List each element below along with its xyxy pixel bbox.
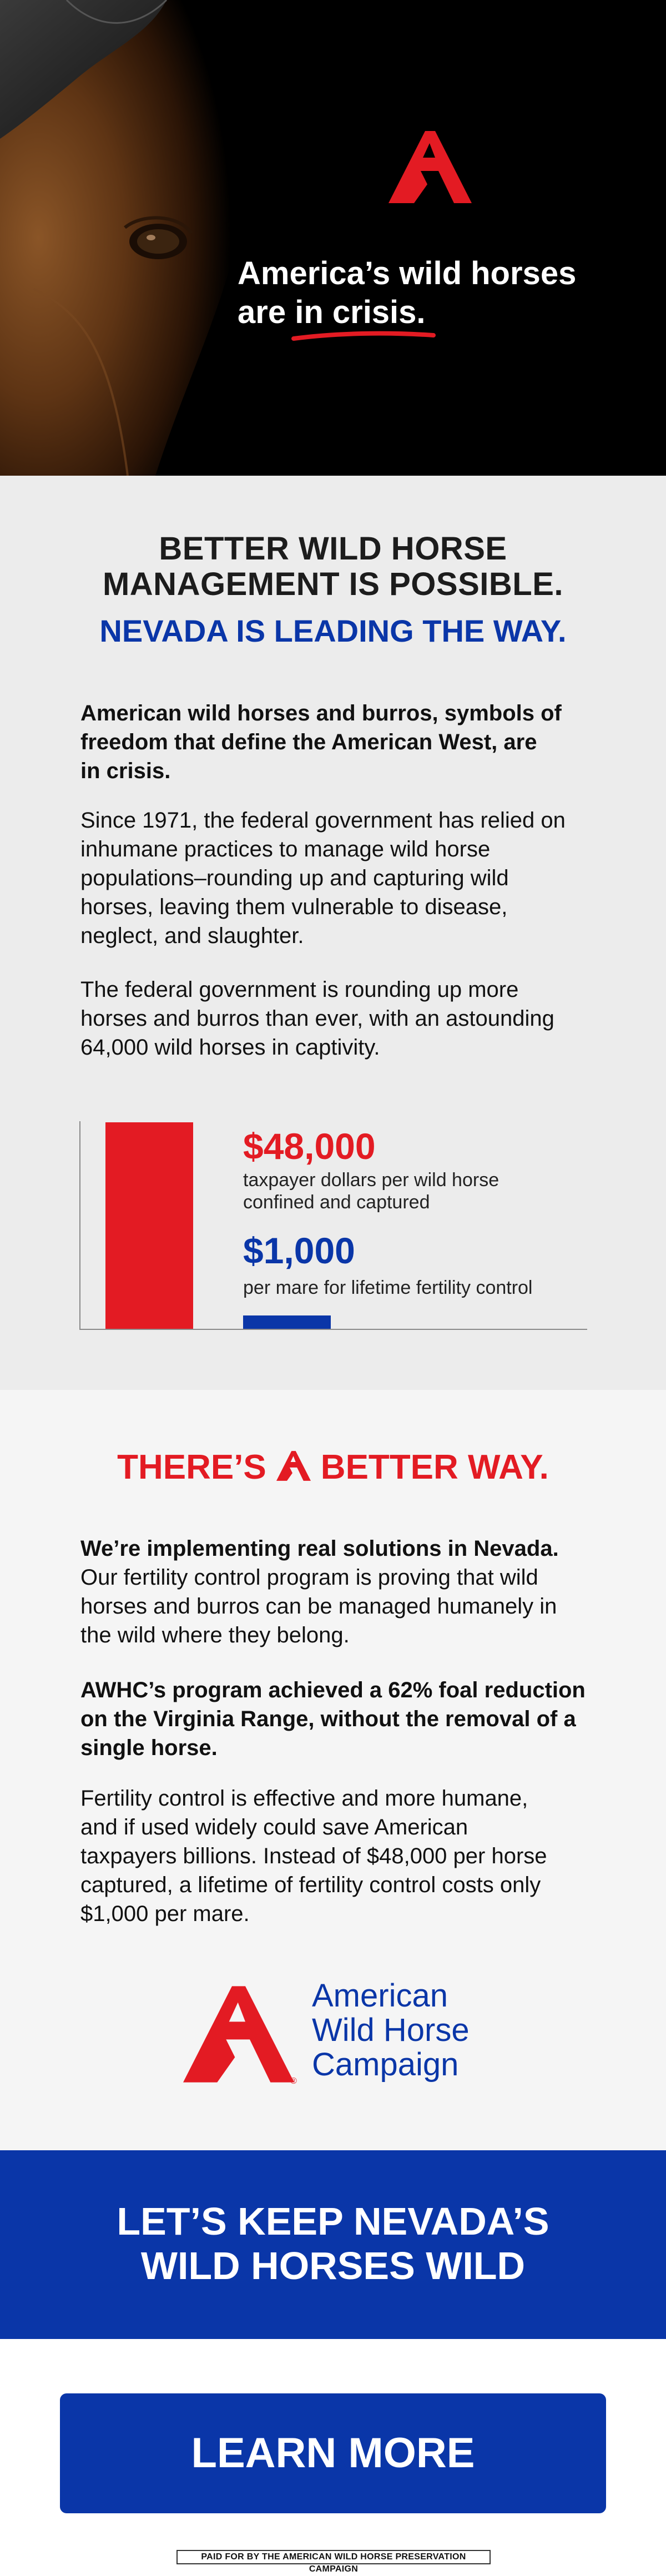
- banner-line: WILD HORSES WILD: [140, 2244, 526, 2287]
- brand-name: [312, 1979, 495, 2082]
- text-line: single horse.: [80, 1736, 218, 1760]
- brand-line: Wild Horse: [312, 2012, 470, 2048]
- hero-title-line2: [238, 293, 626, 332]
- bar-fertility-cost: [243, 1315, 331, 1329]
- cost-comparison-chart: [79, 1121, 587, 1330]
- text-line: $1,000 per mare.: [80, 1902, 250, 1926]
- text-line: Our fertility control program is proving that wild: [80, 1565, 538, 1590]
- fertility-cost-label: $1,000: [243, 1230, 355, 1271]
- chart-y-axis: [79, 1121, 80, 1330]
- fertility-cost-description: per mare for lifetime fertility control: [243, 1277, 533, 1298]
- solution-paragraph-2: [80, 1676, 588, 1762]
- text-line: Fertility control is effective and more humane,: [80, 1786, 528, 1811]
- text-line: 64,000 wild horses in captivity.: [80, 1035, 380, 1060]
- solution-heading-after: BETTER WAY.: [320, 1448, 549, 1486]
- hero-title-prefix: are: [238, 294, 295, 330]
- awhc-brand-logo: [183, 1979, 494, 2090]
- text-line: captured, a lifetime of fertility control costs only: [80, 1873, 541, 1897]
- capture-cost-description: [243, 1169, 576, 1213]
- text-line: AWHC’s program achieved a 62% foal reduction: [80, 1678, 586, 1702]
- text-line: confined and captured: [243, 1192, 430, 1213]
- banner-headline: [0, 2199, 666, 2288]
- solution-section: [0, 1390, 666, 2150]
- paid-for-disclaimer: PAID FOR BY THE AMERICAN WILD HORSE PRESERVATION CAMPAIGN: [176, 2550, 491, 2564]
- intro-heading-line2: MANAGEMENT IS POSSIBLE.: [102, 566, 563, 602]
- solution-paragraph-3: [80, 1784, 588, 1928]
- text-line: the wild where they belong.: [80, 1623, 350, 1647]
- text-line: inhumane practices to manage wild horse: [80, 837, 491, 861]
- intro-section: [0, 476, 666, 1390]
- brand-line: American: [312, 1978, 448, 2014]
- registered-mark: ®: [290, 2076, 297, 2086]
- learn-more-button[interactable]: LEARN MORE: [60, 2393, 606, 2513]
- text-line: horses, leaving them vulnerable to disease,: [80, 895, 508, 919]
- text-line: neglect, and slaughter.: [80, 924, 304, 948]
- horse-photo: [0, 0, 344, 476]
- text-line: freedom that define the American West, are: [80, 730, 537, 754]
- text-line: We’re implementing real solutions in Nevada.: [80, 1536, 559, 1561]
- intro-heading-line1: BETTER WILD HORSE: [159, 531, 507, 567]
- brand-line: Campaign: [312, 2046, 459, 2083]
- text-line: populations–rounding up and capturing wild: [80, 866, 509, 890]
- intro-subheading: NEVADA IS LEADING THE WAY.: [99, 613, 567, 648]
- bar-capture-cost: [105, 1122, 193, 1329]
- text-line: taxpayer dollars per wild horse: [243, 1169, 500, 1191]
- cta-section: [0, 2339, 666, 2576]
- chart-x-axis: [79, 1329, 587, 1330]
- banner-line: LET’S KEEP NEVADA’S: [117, 2200, 549, 2243]
- text-line: and if used widely could save American: [80, 1815, 468, 1839]
- red-underline-decoration: [291, 329, 436, 343]
- text-line: horses and burros can be managed humanely in: [80, 1594, 557, 1619]
- hero-headline: [238, 254, 626, 332]
- awhc-logo-icon: [389, 131, 472, 203]
- solution-heading-before: THERE’S: [117, 1448, 266, 1486]
- solution-paragraph-1: [80, 1534, 588, 1650]
- solution-heading: [0, 1445, 666, 1490]
- awhc-logo-icon: [183, 1984, 294, 2084]
- capture-cost-label: $48,000: [243, 1126, 376, 1167]
- text-line: on the Virginia Range, without the removal of a: [80, 1707, 576, 1731]
- hero-banner: [0, 0, 666, 476]
- text-line: Since 1971, the federal government has relied on: [80, 808, 566, 833]
- text-line: taxpayers billions. Instead of $48,000 per horse: [80, 1844, 547, 1868]
- text-line: horses and burros than ever, with an astounding: [80, 1006, 554, 1031]
- hero-title-emphasis-wrap: [295, 293, 425, 332]
- intro-paragraph-2: [80, 806, 588, 950]
- hero-title-line1: America’s wild horses: [238, 255, 577, 291]
- awhc-logo-icon: [276, 1451, 311, 1481]
- text-line: in crisis.: [80, 759, 171, 783]
- hero-title-emphasis: in crisis.: [295, 294, 426, 330]
- intro-paragraph-1: [80, 699, 588, 785]
- call-banner: [0, 2150, 666, 2339]
- text-line: American wild horses and burros, symbols of: [80, 701, 562, 725]
- text-line: The federal government is rounding up more: [80, 977, 519, 1002]
- intro-paragraph-3: [80, 975, 588, 1062]
